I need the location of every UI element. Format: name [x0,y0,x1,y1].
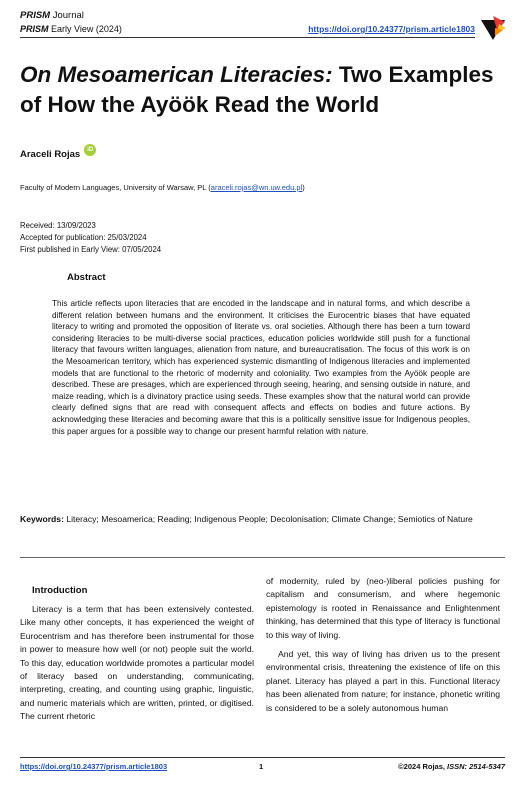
doi-link-top[interactable]: https://doi.org/10.24377/prism.article1803 [308,24,475,34]
affiliation: Faculty of Modern Languages, University of Warsaw, PL (araceli.rojas@wn.uw.edu.pl) [20,183,305,192]
page-number: 1 [259,762,264,771]
article-title: On Mesoamerican Literacies: Two Examples of How the Ayöök Read the World [20,62,494,117]
journal-name: PRISM Journal [20,10,84,21]
introduction-heading: Introduction [32,585,88,596]
footer-rule [20,757,505,758]
keywords: Keywords: Literacy; Mesoamerica; Reading; Indigenous People; Decolonisation; Climate Change; Semiotics of Nature [20,514,473,524]
body-column-left: Literacy is a term that has been extensively contested. Like many other concepts, it has experienced the weight of Eurocentrism and has therefore been instrumental for those in power to measure how well (or not) people suit the world. To this day, education worldwide promotes a particular model of literacy based on understanding, communicating, interpreting, creating, and counting using graphic, linguistic, and numeric materials which are written, printed, or digitised. The current rhetoric [20,604,254,722]
first-published-date: First published in Early View: 07/05/2024 [20,245,162,254]
doi-link-footer[interactable]: https://doi.org/10.24377/prism.article1803 [20,762,168,771]
paragraph: of modernity, ruled by (neo-)liberal policies pushing for capitalism and consumerism, and where hegemonic epistemology is rooted in Renaissance and Enlightenment thinking, has determined that this type of literacy is functional to this way of living. [266,576,500,640]
paragraph: And yet, this way of living has driven us to the present environmental crisis, threatening the existence of life on this planet. Literacy has played a part in this. Functional literacy has been alienated from nature; for instance, phonetic writing is considered to be a solely autonomous human [266,649,500,713]
author-email-link[interactable]: araceli.rojas@wn.uw.edu.pl [210,183,303,192]
author-name: Araceli Rojas [20,149,81,160]
publication-dates [20,220,161,256]
author [20,146,96,160]
body-column-right [266,575,500,715]
issue-line: PRISM Early View (2024) [20,24,122,34]
accepted-date: Accepted for publication: 25/03/2024 [20,233,147,242]
copyright: ©2024 Rojas, ISSN: 2514-5347 [398,762,505,771]
header-rule [20,37,475,38]
prism-logo-icon [479,14,507,42]
orcid-icon[interactable]: iD [84,144,96,156]
received-date: Received: 13/09/2023 [20,221,96,230]
abstract-text: This article reflects upon literacies that are encoded in the landscape and in natural forms, and which describe a different relation between humans and the environment. It criticises the Eurocentric biases that have equated literacy to writing and promoted the opposition of literate vs. oral societies. Although there has been a turn toward considering literacies to be multi-diverse social practices, education policies worldwide still push for a functional literacy that favours written languages, alienation from nature, and bureaucratisation. The focus of this work is on the Mesoamerican territory, which has experienced systemic dismantling of Indigenous literacies and implemented models that are functional to the rhetoric of modernity and coloniality. Two examples from the Ayöök people are described. These are presages, which are experienced through seeing, hearing, and sensing outside in nature, and maize reading, which is a divinatory practice using seeds. These examples show that the natural world can provide clearly defined signs that are read with consequent affects and effects on bodies and future actions. By acknowledging these literacies and becoming aware that this is a politically sensitive issue for Indigenous peoples, this paper argues for a possible way to change our present harmful relation with nature. [52,299,470,436]
section-divider [20,557,505,558]
abstract-heading: Abstract [67,272,106,283]
